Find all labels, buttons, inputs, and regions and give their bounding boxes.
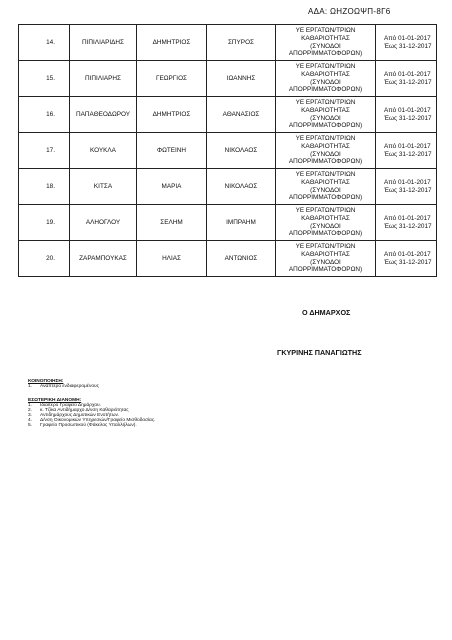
father-name-cell: ΣΠΥΡΟΣ [207, 25, 276, 61]
role-line: ΚΑΘΑΡΙΟΤΗΤΑΣ [301, 142, 350, 150]
period-cell [376, 169, 437, 205]
surname-cell: ΠΙΠΙΛΙΑΡΗΣ [70, 61, 137, 97]
list-item-text: Γραφείο Προσωπικού (Φάκελος Υπαλλήλων). [40, 423, 137, 428]
surname-cell: ΚΟΥΚΛΑ [70, 133, 137, 169]
period-cell [376, 205, 437, 241]
period-to: Έως 31-12-2017 [384, 114, 432, 122]
list-item-text: Δ/νση Οικονομικών Υπηρεσιών/Γραφείο Μισθοδοσίας. [40, 418, 156, 423]
role-line: ΑΠΟΡΡΙΜΜΑΤΟΦΟΡΩΝ) [288, 50, 363, 58]
table-row [19, 25, 437, 61]
role-cell [276, 61, 376, 97]
period-cell [376, 25, 437, 61]
role-line: (ΣΥΝΟΔΟΙ [310, 258, 341, 266]
role-line: ΚΑΘΑΡΙΟΤΗΤΑΣ [301, 178, 350, 186]
surname-cell: ΑΛΗΟΓΛΟΥ [70, 205, 137, 241]
role-line: ΚΑΘΑΡΙΟΤΗΤΑΣ [301, 250, 350, 258]
role-line: ΚΑΘΑΡΙΟΤΗΤΑΣ [301, 34, 350, 42]
role-line: ΑΠΟΡΡΙΜΜΑΤΟΦΟΡΩΝ) [288, 266, 363, 274]
row-number: 20. [19, 241, 70, 277]
table-row [19, 133, 437, 169]
role-line: ΑΠΟΡΡΙΜΜΑΤΟΦΟΡΩΝ) [288, 86, 363, 94]
row-number: 14. [19, 25, 70, 61]
period-from: Από 01-01-2017 [384, 70, 431, 78]
period-cell [376, 97, 437, 133]
list-item-number: 2. [28, 408, 33, 413]
role-line: ΥΕ ΕΡΓΑΤΩΝ/ΤΡΙΩΝ [295, 27, 356, 35]
role-cell [276, 97, 376, 133]
first-name-cell: ΗΛΙΑΣ [137, 241, 207, 277]
list-item-number: 1. [28, 403, 33, 408]
internal-distribution-section [28, 398, 155, 428]
signatory-title: Ο ΔΗΜΑΡΧΟΣ [302, 308, 351, 317]
row-number: 17. [19, 133, 70, 169]
notification-section [28, 379, 99, 389]
father-name-cell: ΑΝΤΩΝΙΟΣ [207, 241, 276, 277]
table-row [19, 241, 437, 277]
father-name-cell: ΙΩΑΝΝΗΣ [207, 61, 276, 97]
role-line: ΚΑΘΑΡΙΟΤΗΤΑΣ [301, 214, 350, 222]
period-to: Έως 31-12-2017 [384, 186, 432, 194]
period-cell [376, 241, 437, 277]
role-line: ΑΠΟΡΡΙΜΜΑΤΟΦΟΡΩΝ) [288, 230, 363, 238]
surname-cell: ΠΑΠΑΘΕΟΔΩΡΟΥ [70, 97, 137, 133]
period-cell [376, 61, 437, 97]
role-line: (ΣΥΝΟΔΟΙ [310, 150, 341, 158]
list-item-number: 1. [28, 384, 33, 389]
role-line: (ΣΥΝΟΔΟΙ [310, 186, 341, 194]
role-line: ΥΕ ΕΡΓΑΤΩΝ/ΤΡΙΩΝ [295, 63, 356, 71]
period-to: Έως 31-12-2017 [384, 222, 432, 230]
role-line: ΑΠΟΡΡΙΜΜΑΤΟΦΟΡΩΝ) [288, 122, 363, 130]
father-name-cell: ΝΙΚΟΛΑΟΣ [207, 169, 276, 205]
period-from: Από 01-01-2017 [384, 142, 431, 150]
period-to: Έως 31-12-2017 [384, 258, 432, 266]
list-item [28, 423, 155, 428]
list-item [28, 384, 99, 389]
first-name-cell: ΔΗΜΗΤΡΙΟΣ [137, 97, 207, 133]
staff-table [18, 24, 437, 277]
row-number: 18. [19, 169, 70, 205]
role-line: ΥΕ ΕΡΓΑΤΩΝ/ΤΡΙΩΝ [295, 171, 356, 179]
notification-list [28, 384, 99, 389]
period-to: Έως 31-12-2017 [384, 78, 432, 86]
surname-cell: ΠΙΠΙΛΙΑΡΙΔΗΣ [70, 25, 137, 61]
period-from: Από 01-01-2017 [384, 34, 431, 42]
table-row [19, 169, 437, 205]
list-item-number: 5. [28, 423, 33, 428]
father-name-cell: ΝΙΚΟΛΑΟΣ [207, 133, 276, 169]
notification-heading: ΚΟΙΝΟΠΟΙΗΣΗ: [28, 379, 64, 384]
period-from: Από 01-01-2017 [384, 214, 431, 222]
role-line: ΑΠΟΡΡΙΜΜΑΤΟΦΟΡΩΝ) [288, 158, 363, 166]
role-line: (ΣΥΝΟΔΟΙ [310, 222, 341, 230]
first-name-cell: ΦΩΤΕΙΝΗ [137, 133, 207, 169]
father-name-cell: ΙΜΠΡΑΗΜ [207, 205, 276, 241]
row-number: 19. [19, 205, 70, 241]
ada-code: ΑΔΑ: ΩΗΖΟΩΨΠ-8Γ6 [308, 7, 391, 16]
list-item-number: 4. [28, 418, 33, 423]
role-cell [276, 133, 376, 169]
row-number: 15. [19, 61, 70, 97]
role-line: ΥΕ ΕΡΓΑΤΩΝ/ΤΡΙΩΝ [295, 207, 356, 215]
period-cell [376, 133, 437, 169]
father-name-cell: ΑΘΑΝΑΣΙΟΣ [207, 97, 276, 133]
list-item-text: κ. Τζίκα Αντιδήμαρχο Δ/νση Καθαριότητας [40, 408, 129, 413]
internal-distribution-list [28, 403, 155, 428]
list-item-text: Ιδιαίτερο Γραφείο Δημάρχου. [40, 403, 102, 408]
role-line: ΑΠΟΡΡΙΜΜΑΤΟΦΟΡΩΝ) [288, 194, 363, 202]
role-line: (ΣΥΝΟΔΟΙ [310, 114, 341, 122]
period-from: Από 01-01-2017 [384, 178, 431, 186]
role-line: ΚΑΘΑΡΙΟΤΗΤΑΣ [301, 70, 350, 78]
role-line: ΥΕ ΕΡΓΑΤΩΝ/ΤΡΙΩΝ [295, 99, 356, 107]
table-row [19, 205, 437, 241]
role-cell [276, 25, 376, 61]
role-cell [276, 241, 376, 277]
list-item-number: 3. [28, 413, 33, 418]
signatory-name: ΓΚΥΡΙΝΗΣ ΠΑΝΑΓΙΩΤΗΣ [277, 348, 362, 357]
list-item-text: Αντιδημάρχους Δημοτικών Ενοτήτων. [40, 413, 120, 418]
first-name-cell: ΜΑΡΙΑ [137, 169, 207, 205]
first-name-cell: ΣΕΛΗΜ [137, 205, 207, 241]
internal-distribution-heading: ΕΣΩΤΕΡΙΚΗ ΔΙΑΝΟΜΗ: [28, 398, 82, 403]
list-item-text: Αναπτέρο ενδιαφερομένους [40, 384, 99, 389]
first-name-cell: ΓΕΩΡΓΙΟΣ [137, 61, 207, 97]
surname-cell: ΖΑΡΑΜΠΟΥΚΑΣ [70, 241, 137, 277]
role-line: ΚΑΘΑΡΙΟΤΗΤΑΣ [301, 106, 350, 114]
table-row [19, 97, 437, 133]
role-cell [276, 205, 376, 241]
role-line: (ΣΥΝΟΔΟΙ [310, 42, 341, 50]
staff-table-body [19, 25, 437, 277]
surname-cell: ΚΙΤΣΑ [70, 169, 137, 205]
role-line: (ΣΥΝΟΔΟΙ [310, 78, 341, 86]
first-name-cell: ΔΗΜΗΤΡΙΟΣ [137, 25, 207, 61]
period-from: Από 01-01-2017 [384, 250, 431, 258]
role-line: ΥΕ ΕΡΓΑΤΩΝ/ΤΡΙΩΝ [295, 135, 356, 143]
row-number: 16. [19, 97, 70, 133]
role-cell [276, 169, 376, 205]
period-to: Έως 31-12-2017 [384, 150, 432, 158]
role-line: ΥΕ ΕΡΓΑΤΩΝ/ΤΡΙΩΝ [295, 243, 356, 251]
table-row [19, 61, 437, 97]
period-to: Έως 31-12-2017 [384, 42, 432, 50]
period-from: Από 01-01-2017 [384, 106, 431, 114]
